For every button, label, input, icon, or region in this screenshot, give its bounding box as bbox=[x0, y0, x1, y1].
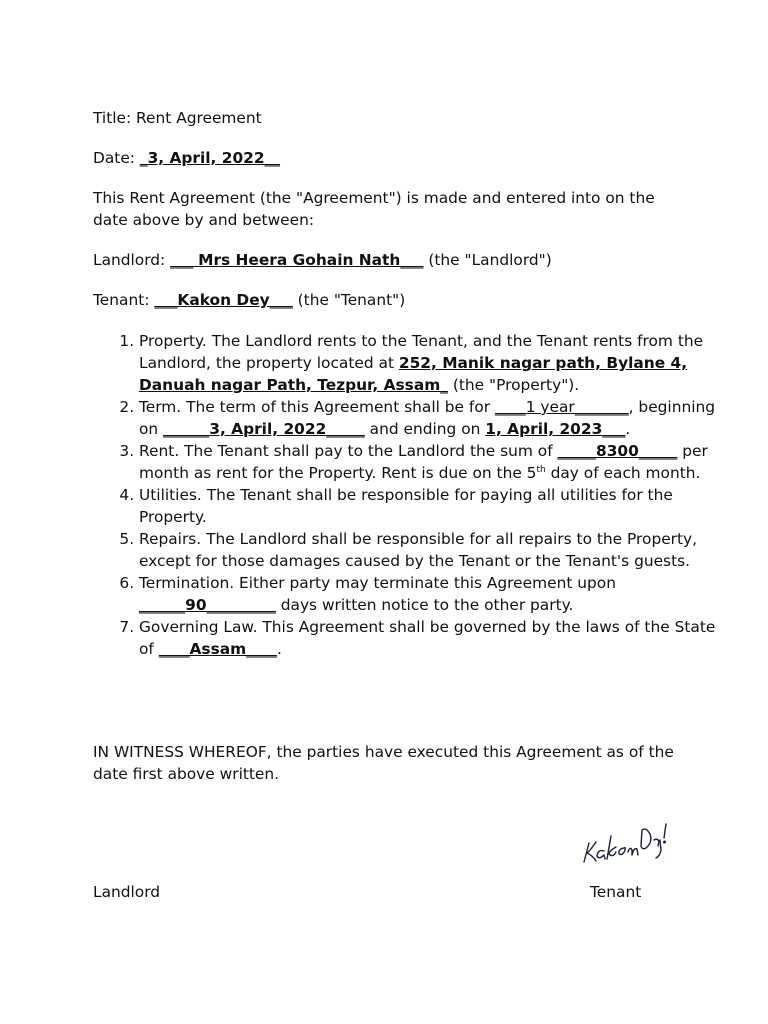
term-governing-law: 7. Governing Law. This Agreement shall be governed by the laws of the State of ____Assam____. bbox=[139, 616, 729, 660]
landlord-signature-label: Landlord bbox=[93, 883, 161, 901]
term-end-date: 1, April, 2023 bbox=[485, 420, 603, 438]
tenant-fill: ___Kakon Dey___ bbox=[154, 291, 293, 309]
rent-amount: 8300 bbox=[595, 442, 639, 460]
term-start-date: 3, April, 2022 bbox=[209, 420, 327, 438]
term-utilities: 4. Utilities. The Tenant shall be responsible for paying all utilities for the Property. bbox=[139, 484, 729, 528]
term-duration: 2. Term. The term of this Agreement shall be for ____1 year_______, beginning on ______3, April, 2022_____ and ending on 1, April, 2023___. bbox=[139, 396, 729, 440]
term-duration-value: 1 year bbox=[525, 398, 575, 416]
date-value: 3, April, 2022 bbox=[147, 149, 265, 167]
term-termination: 6. Termination. Either party may terminate this Agreement upon ______90_________ days written notice to the other party. bbox=[139, 572, 729, 616]
date-line bbox=[93, 147, 683, 169]
tenant-signature-label: Tenant bbox=[590, 883, 642, 901]
witness-paragraph: IN WITNESS WHEREOF, the parties have executed this Agreement as of the date first above written. bbox=[93, 743, 674, 783]
landlord-fill: ___ Mrs Heera Gohain Nath___ bbox=[170, 251, 424, 269]
governing-state: Assam bbox=[189, 640, 247, 658]
intro-paragraph: This Rent Agreement (the "Agreement") is made and entered into on the date above by and between: bbox=[93, 189, 655, 229]
term-repairs: 5. Repairs. The Landlord shall be responsible for all repairs to the Property, except for those damages caused by the Tenant or the Tenant's guests. bbox=[139, 528, 729, 572]
date-fill: _3, April, 2022__ bbox=[139, 149, 280, 167]
terms-list bbox=[93, 330, 729, 660]
notice-days: 90 bbox=[185, 596, 207, 614]
date-label: Date: bbox=[93, 149, 140, 167]
landlord-line: Landlord: ___ Mrs Heera Gohain Nath___ (the "Landlord") bbox=[93, 251, 552, 269]
document-title: Title: Rent Agreement bbox=[93, 109, 262, 127]
landlord-name: Mrs Heera Gohain Nath bbox=[198, 251, 401, 269]
tenant-name: Kakon Dey bbox=[177, 291, 270, 309]
term-property: 1. Property. The Landlord rents to the Tenant, and the Tenant rents from the Landlord, the property located at 252, Manik nagar path, Bylane 4, Danuah nagar Path, Tezpur, Assam_ (the "Property"). bbox=[139, 330, 729, 396]
tenant-line: Tenant: ___Kakon Dey___ (the "Tenant") bbox=[93, 291, 406, 309]
property-address: 252, Manik nagar path, Bylane 4, Danuah nagar Path, Tezpur, Assam bbox=[139, 354, 688, 394]
term-rent: 3. Rent. The Tenant shall pay to the Landlord the sum of _____8300_____ per month as rent for the Property. Rent is due on the 5th day of each month. bbox=[139, 440, 729, 484]
tenant-signature bbox=[576, 812, 672, 870]
